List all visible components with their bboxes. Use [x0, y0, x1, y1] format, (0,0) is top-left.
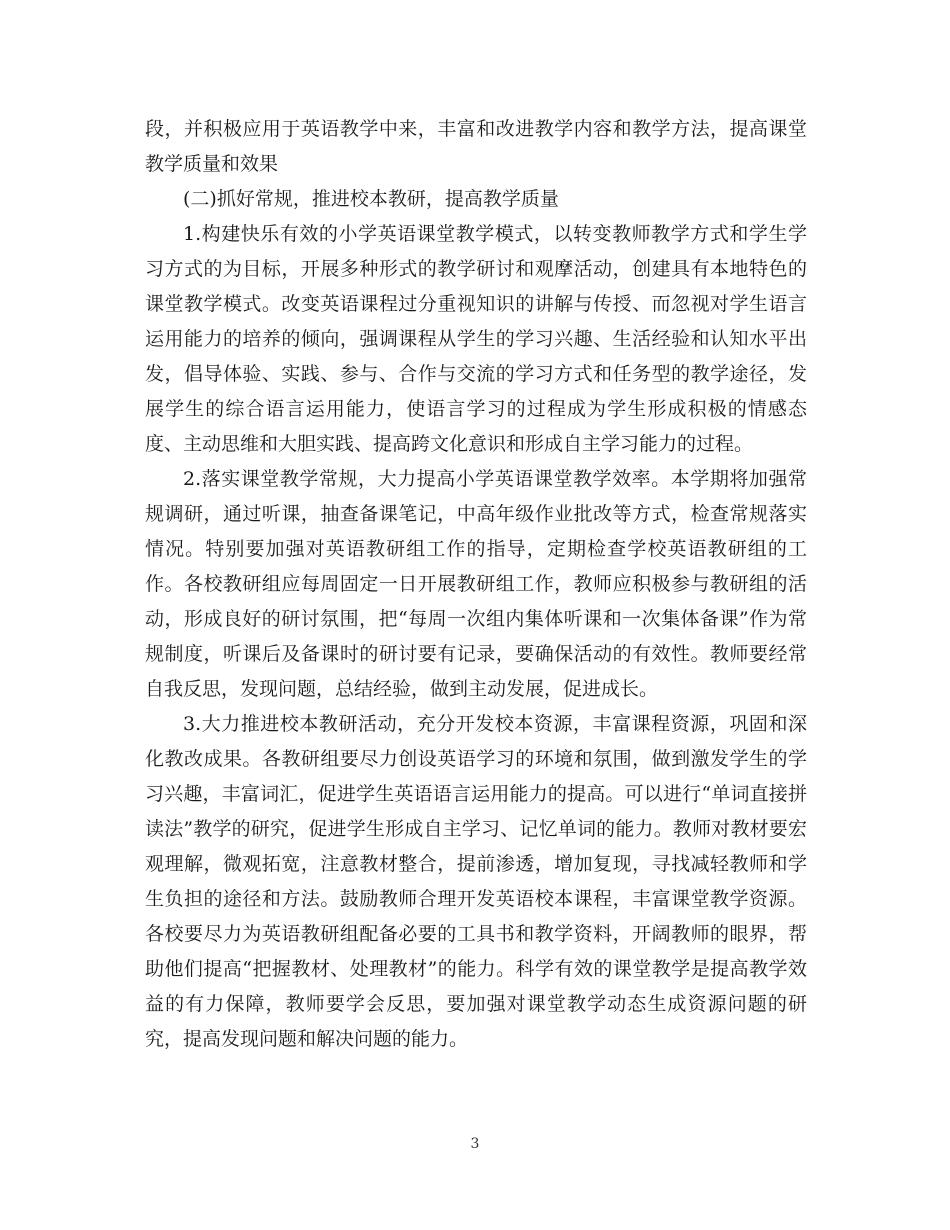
document-body	[145, 112, 807, 1057]
paragraph-item-1: 1.构建快乐有效的小学英语课堂教学模式，以转变教师教学方式和学生学习方式的为目标，开展多种形式的教学研讨和观摩活动，创建具有本地特色的课堂教学模式。改变英语课程过分重视知识的讲解与传授、而忽视对学生语言运用能力的培养的倾向，强调课程从学生的学习兴趣、生活经验和认知水平出发，倡导体验、实践、参与、合作与交流的学习方式和任务型的教学途径，发展学生的综合语言运用能力，使语言学习的过程成为学生形成积极的情感态度、主动思维和大胆实践、提高跨文化意识和形成自主学习能力的过程。	[145, 223, 807, 455]
section-heading: (二)抓好常规，推进校本教研，提高教学质量	[183, 188, 559, 210]
paragraph-item-3: 3.大力推进校本教研活动，充分开发校本资源，丰富课程资源，巩固和深化教改成果。各教研组要尽力创设英语学习的环境和氛围，做到激发学生的学习兴趣，丰富词汇，促进学生英语语言运用能力的提高。可以进行“单词直接拼读法”教学的研究，促进学生形成自主学习、记忆单词的能力。教师对教材要宏观理解，微观拓宽，注意教材整合，提前渗透，增加复现，寻找减轻教师和学生负担的途径和方法。鼓励教师合理开发英语校本课程，丰富课堂教学资源。各校要尽力为英语教研组配备必要的工具书和教学资料，开阔教师的眼界，帮助他们提高“把握教材、处理教材”的能力。科学有效的课堂教学是提高教学效益的有力保障，教师要学会反思，要加强对课堂教学动态生成资源问题的研究，提高发现问题和解决问题的能力。	[145, 713, 807, 1050]
paragraph-item-2: 2.落实课堂教学常规，大力提高小学英语课堂教学效率。本学期将加强常规调研，通过听课，抽查备课笔记，中高年级作业批改等方式，检查常规落实情况。特别要加强对英语教研组工作的指导，定期检查学校英语教研组的工作。各校教研组应每周固定一日开展教研组工作，教师应积极参与教研组的活动，形成良好的研讨氛围，把“每周一次组内集体听课和一次集体备课”作为常规制度，听课后及备课时的研讨要有记录，要确保活动的有效性。教师要经常自我反思，发现问题，总结经验，做到主动发展，促进成长。	[145, 468, 807, 700]
page-number: 3	[470, 1136, 480, 1152]
paragraph-continuation: 段，并积极应用于英语教学中来，丰富和改进教学内容和教学方法，提高课堂教学质量和效果	[145, 118, 807, 175]
